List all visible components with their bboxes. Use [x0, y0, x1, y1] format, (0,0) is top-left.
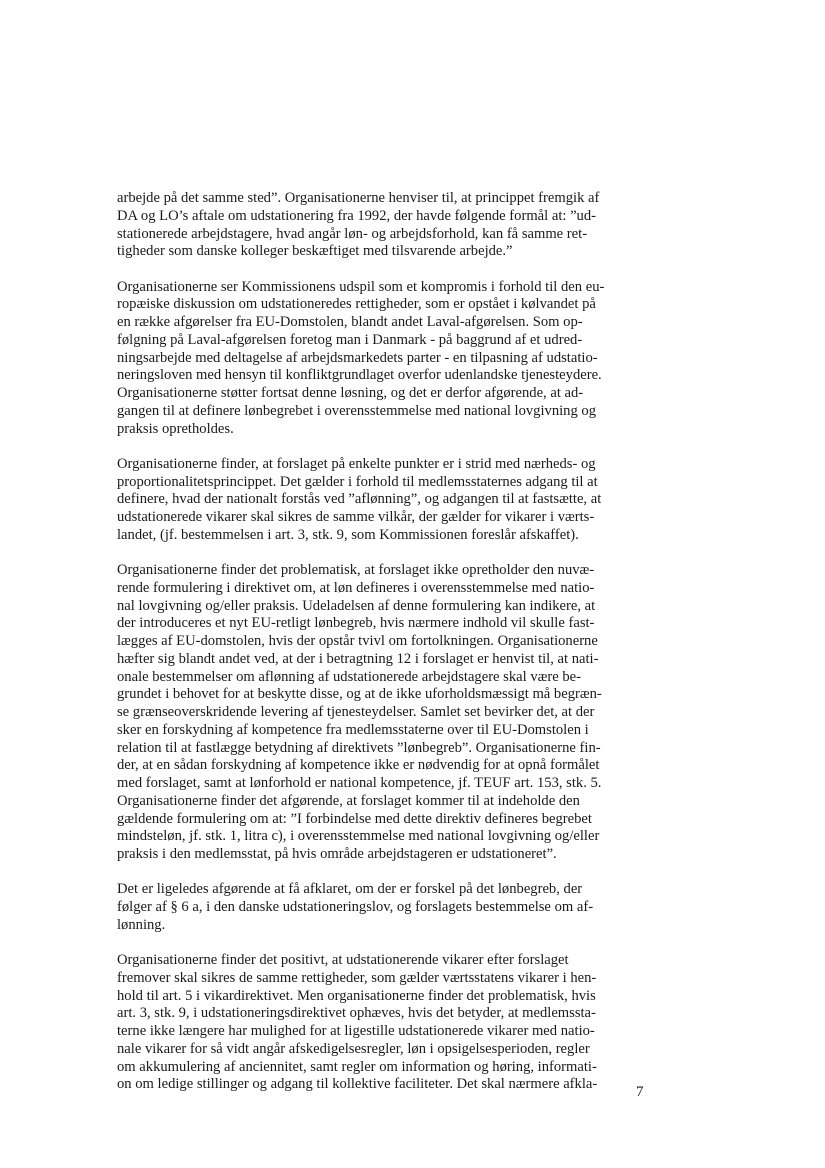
paragraph	[117, 456, 712, 545]
paragraph	[117, 952, 712, 1094]
text-line: følger af § 6 a, i den danske udstationeringslov, og forslagets bestemmelse om af-	[117, 899, 594, 915]
text-line: med forslaget, samt at lønforhold er national kompetence, jf. TEUF art. 153, stk. 5.	[117, 775, 602, 791]
text-line: om akkumulering af anciennitet, samt regler om information og høring, informati-	[117, 1058, 597, 1075]
text-line: ningsarbejde med deltagelse af arbejdsmarkedets parter - en tilpasning af udstatio-	[117, 349, 598, 366]
text-line: nale vikarer for så vidt angår afskedigelsesregler, løn i opsigelsesperioden, regler	[117, 1040, 590, 1057]
text-line: nal lovgivning og/eller praksis. Udeladelsen af denne formulering kan indikere, at	[117, 597, 596, 614]
text-line: udstationerede vikarer skal sikres de samme vilkår, der gælder for vikarer i værts-	[117, 509, 595, 525]
text-line: praksis i den medlemsstat, på hvis område arbejdstageren er udstationeret”.	[117, 846, 557, 862]
text-line: gangen til at definere lønbegrebet i overensstemmelse med national lovgivning og	[117, 402, 597, 419]
text-line: Organisationerne ser Kommissionens udspil som et kompromis i forhold til den eu-	[117, 278, 605, 295]
text-line: landet, (jf. bestemmelsen i art. 3, stk. 9, som Kommissionen foreslår afskaffet).	[117, 526, 579, 543]
text-line: følgning på Laval-afgørelsen foretog man i Danmark - på baggrund af et udred-	[117, 331, 583, 348]
text-line: on om ledige stillinger og adgang til kollektive faciliteter. Det skal nærmere afkla-	[117, 1076, 598, 1093]
text-line: praksis opretholdes.	[117, 420, 234, 437]
text-line: definere, hvad der nationalt forstås ved ”aflønning”, og adgangen til at fastsætte, at	[117, 491, 602, 508]
text-line: sker en forskydning af kompetence fra medlemsstaterne over til EU-Domstolen i	[117, 721, 589, 738]
text-line: en række afgørelser fra EU-Domstolen, blandt andet Laval-afgørelsen. Som op-	[117, 314, 583, 330]
text-line: hæfter sig blandt andet ved, at der i betragtning 12 i forslaget er henvist til, at nati-	[117, 650, 599, 667]
text-line: tigheder som danske kolleger beskæftiget med tilsvarende arbejde.”	[117, 243, 513, 260]
text-line: lønning.	[117, 916, 166, 933]
text-line: rende formulering i direktivet om, at løn defineres i overensstemmelse med natio-	[117, 579, 595, 596]
text-line: grundet i behovet for at beskytte disse, og at de ikke uforholdsmæssigt må begræn-	[117, 686, 602, 703]
paragraph	[117, 279, 712, 439]
text-line: stationerede arbejdstagere, hvad angår løn- og arbejdsforhold, kan få samme ret-	[117, 225, 588, 242]
paragraph	[117, 881, 712, 934]
page-number: 7	[636, 1084, 644, 1100]
body-text	[117, 190, 712, 1112]
text-line: fremover skal sikres de samme rettigheder, som gælder værtsstatens vikarer i hen-	[117, 969, 597, 986]
text-line: ropæiske diskussion om udstationeredes rettigheder, som er opstået i kølvandet på	[117, 296, 596, 313]
text-line: lægges af EU-domstolen, hvis der opstår tvivl om fortolkningen. Organisationerne	[117, 633, 598, 649]
text-line: Organisationerne finder, at forslaget på enkelte punkter er i strid med nærheds- og	[117, 455, 596, 472]
text-line: arbejde på det samme sted”. Organisationerne henviser til, at princippet fremgik af	[117, 190, 600, 206]
text-line: terne ikke længere har mulighed for at ligestille udstationerede vikarer med natio-	[117, 1023, 595, 1039]
text-line: Organisationerne finder det afgørende, at forslaget kommer til at indeholde den	[117, 792, 580, 809]
text-line: se grænseoverskridende levering af tjenesteydelser. Samlet set bevirker det, at der	[117, 704, 595, 720]
paragraph	[117, 190, 712, 261]
text-line: art. 3, stk. 9, i udstationeringsdirektivet ophæves, hvis det betyder, at medlemssta-	[117, 1005, 596, 1022]
text-line: proportionalitetsprincippet. Det gælder i forhold til medlemsstaternes adgang til at	[117, 473, 598, 490]
text-line: mindsteløn, jf. stk. 1, litra c), i overensstemmelse med national lovgivning og/eller	[117, 828, 600, 845]
text-line: Organisationerne støtter fortsat denne løsning, og det er derfor afgørende, at ad-	[117, 385, 584, 401]
text-line: hold til art. 5 i vikardirektivet. Men organisationerne finder det problematisk, hvis	[117, 987, 596, 1004]
text-line: der introduceres et nyt EU-retligt lønbegreb, hvis nærmere indhold vil skulle fast-	[117, 615, 595, 632]
text-line: Organisationerne finder det positivt, at udstationerende vikarer efter forslaget	[117, 952, 569, 968]
text-line: gældende formulering om at: ”I forbindelse med dette direktiv defineres begrebet	[117, 810, 592, 827]
text-line: der, at en sådan forskydning af kompetence ikke er nødvendig for at opnå formålet	[117, 757, 600, 774]
text-line: neringsloven med hensyn til konfliktgrundlaget overfor udenlandske tjenesteydere.	[117, 367, 602, 384]
text-line: DA og LO’s aftale om udstationering fra 1992, der havde følgende formål at: ”ud-	[117, 207, 597, 224]
text-line: Organisationerne finder det problematisk, at forslaget ikke opretholder den nuvæ-	[117, 562, 595, 578]
text-line: relation til at fastlægge betydning af direktivets ”lønbegreb”. Organisationerne fin-	[117, 739, 601, 756]
paragraph	[117, 562, 712, 864]
text-line: onale bestemmelser om aflønning af udstationerede arbejdstagere skal være be-	[117, 668, 581, 685]
text-line: Det er ligeledes afgørende at få afklaret, om der er forskel på det lønbegreb, der	[117, 881, 583, 898]
